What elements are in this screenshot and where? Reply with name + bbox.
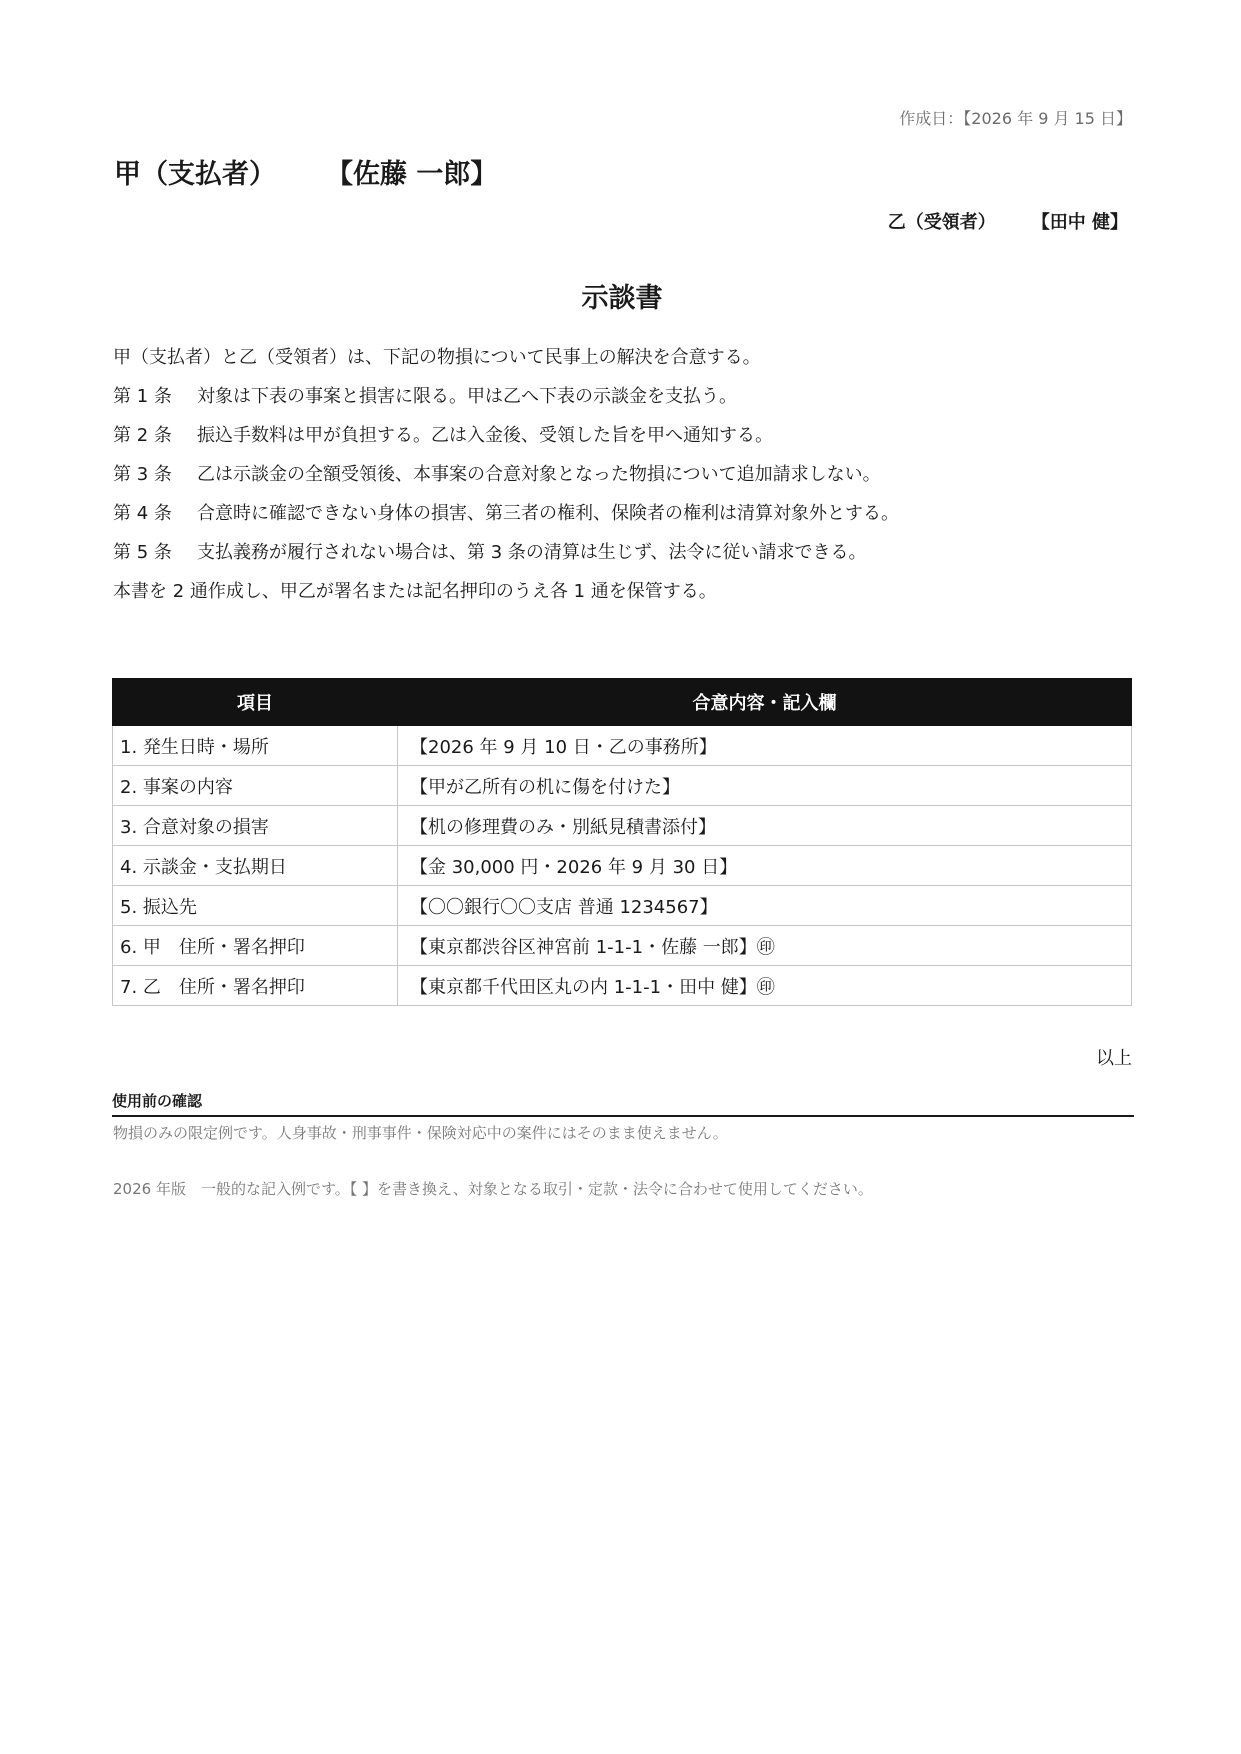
table-row <box>113 766 1132 806</box>
row-value: 【金 30,000 円・2026 年 9 月 30 日】 <box>398 846 1132 886</box>
clause-1 <box>113 377 899 416</box>
date-label: 作成日： <box>899 109 964 128</box>
document-title: 示談書 <box>581 283 663 314</box>
receiver-line <box>888 208 1128 234</box>
confirm-heading: 使用前の確認 <box>112 1090 1134 1117</box>
table-row <box>113 966 1132 1006</box>
payer-name: 【佐藤 一郎】 <box>326 159 498 190</box>
clause-text: 甲（支払者）と乙（受領者）は、下記の物損について民事上の解決を合意する。 <box>113 347 761 368</box>
row-item: 1. 発生日時・場所 <box>113 726 398 766</box>
clause-number: 第 3 条 <box>113 464 172 485</box>
row-value: 【2026 年 9 月 10 日・乙の事務所】 <box>398 726 1132 766</box>
footer-note: 2026 年版 一般的な記入例です。【 】を書き換え、対象となる取引・定款・法令に合わせて使用してください。 <box>113 1180 873 1198</box>
row-item: 6. 甲 住所・署名押印 <box>113 926 398 966</box>
date-value: 【2026 年 9 月 15 日】 <box>963 109 1132 128</box>
table-row <box>113 926 1132 966</box>
table-row <box>113 806 1132 846</box>
row-value: 【机の修理費のみ・別紙見積書添付】 <box>398 806 1132 846</box>
receiver-role: 乙（受領者） <box>887 212 996 233</box>
table-row <box>113 846 1132 886</box>
receiver-name: 【田中 健】 <box>1031 212 1128 233</box>
clause-number: 第 2 条 <box>113 425 172 446</box>
row-item: 3. 合意対象の損害 <box>113 806 398 846</box>
table-row <box>113 886 1132 926</box>
table-header-row <box>113 679 1132 726</box>
clause-3 <box>113 455 899 494</box>
clause-number: 第 1 条 <box>113 386 172 407</box>
clause-number: 第 4 条 <box>113 503 172 524</box>
row-item: 7. 乙 住所・署名押印 <box>113 966 398 1006</box>
row-value: 【東京都千代田区丸の内 1-1-1・田中 健】㊞ <box>398 966 1132 1006</box>
row-value: 【東京都渋谷区神宮前 1-1-1・佐藤 一郎】㊞ <box>398 926 1132 966</box>
payer-role: 甲（支払者） <box>114 159 276 190</box>
clause-intro <box>113 338 899 377</box>
confirm-note: 物損のみの限定例です。人身事故・刑事事件・保険対応中の案件にはそのまま使えません。 <box>113 1124 728 1142</box>
clauses <box>113 338 899 611</box>
clause-text: 対象は下表の事案と損害に限る。甲は乙へ下表の示談金を支払う。 <box>197 386 737 407</box>
row-item: 5. 振込先 <box>113 886 398 926</box>
row-item: 2. 事案の内容 <box>113 766 398 806</box>
agreement-table <box>112 678 1132 1006</box>
clause-text: 合意時に確認できない身体の損害、第三者の権利、保険者の権利は清算対象外とする。 <box>197 503 899 524</box>
closing-mark: 以上 <box>1096 1048 1132 1069</box>
table-row <box>113 726 1132 766</box>
clause-text: 乙は示談金の全額受領後、本事案の合意対象となった物損について追加請求しない。 <box>197 464 881 485</box>
clause-text: 支払義務が履行されない場合は、第 3 条の清算は生じず、法令に従い請求できる。 <box>197 542 867 563</box>
creation-date <box>899 106 1132 129</box>
clause-text: 本書を 2 通作成し、甲乙が署名または記名押印のうえ各 1 通を保管する。 <box>113 581 717 602</box>
clause-5 <box>113 533 899 572</box>
column-header-item: 項目 <box>113 679 398 726</box>
clause-number: 第 5 条 <box>113 542 172 563</box>
row-value: 【甲が乙所有の机に傷を付けた】 <box>398 766 1132 806</box>
clause-2 <box>113 416 899 455</box>
payer-line <box>114 152 497 191</box>
row-value: 【〇〇銀行〇〇支店 普通 1234567】 <box>398 886 1132 926</box>
clause-closing <box>113 572 899 611</box>
clause-4 <box>113 494 899 533</box>
clause-text: 振込手数料は甲が負担する。乙は入金後、受領した旨を甲へ通知する。 <box>197 425 773 446</box>
row-item: 4. 示談金・支払期日 <box>113 846 398 886</box>
column-header-content: 合意内容・記入欄 <box>398 679 1132 726</box>
